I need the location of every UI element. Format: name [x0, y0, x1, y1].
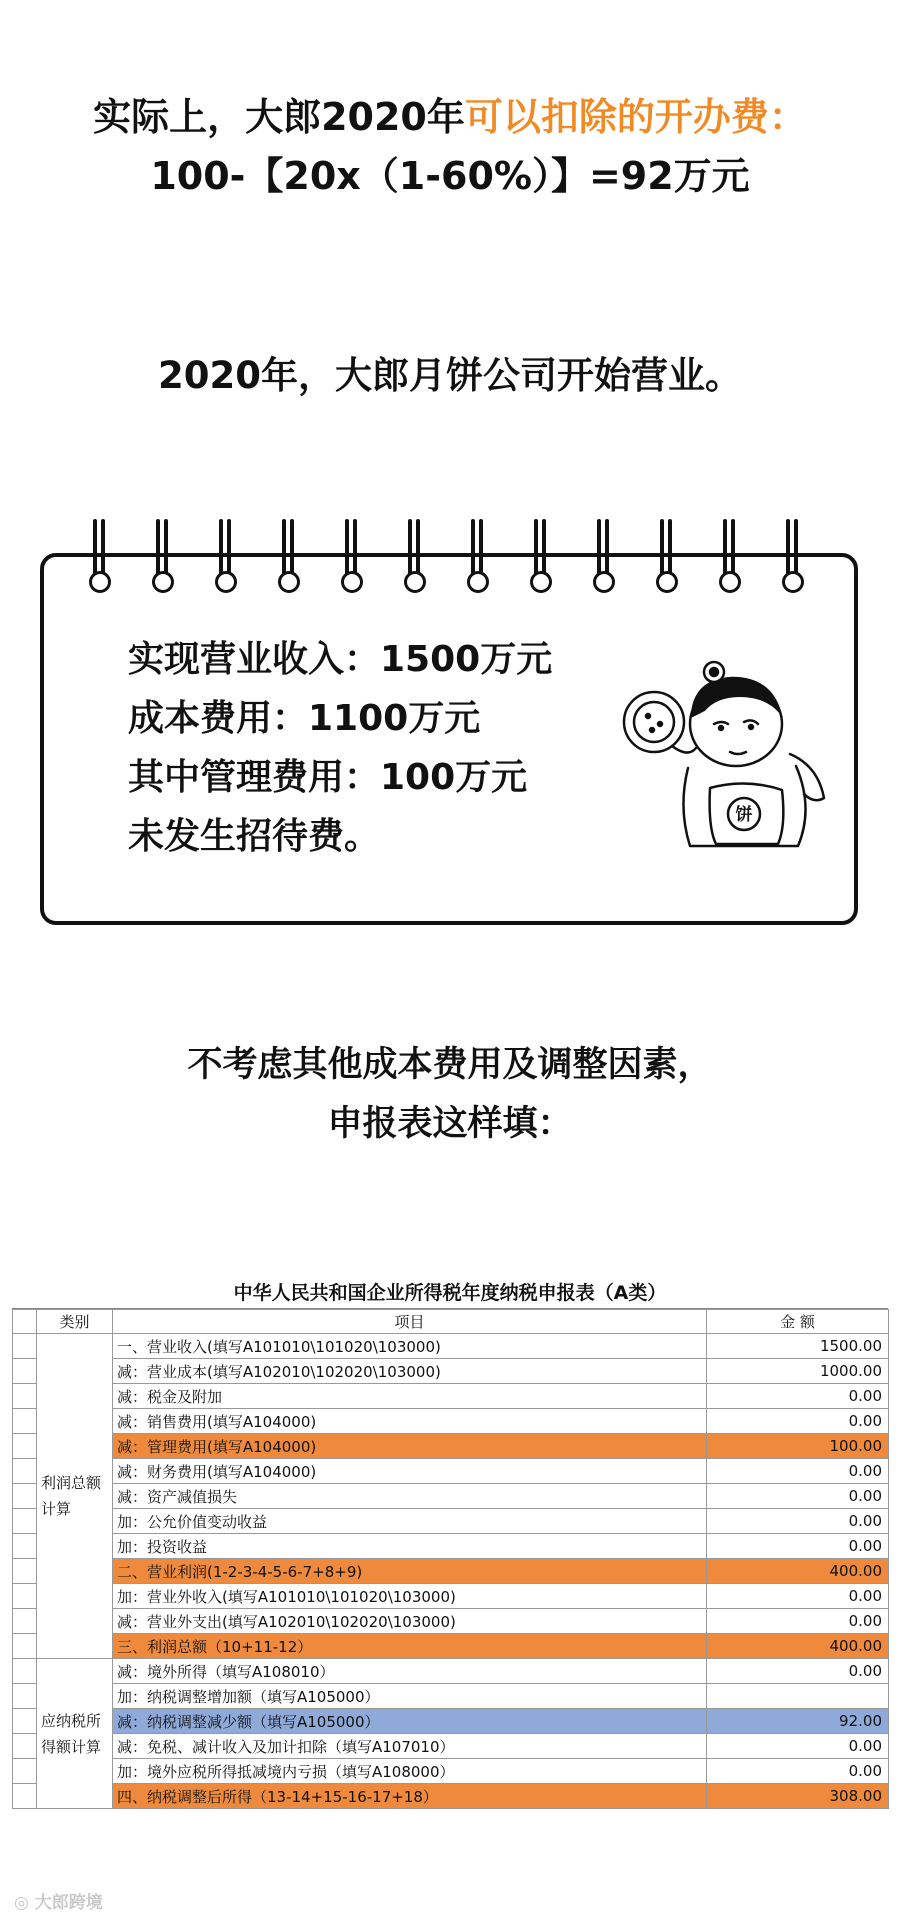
amount-cell: 400.00 [707, 1559, 889, 1584]
table-title: 中华人民共和国企业所得税年度纳税申报表（A类） [12, 1278, 888, 1309]
intro-line-1-text: 实际上，大郎2020年 [93, 95, 465, 139]
notebook-ring [279, 519, 297, 589]
item-cell: 减：管理费用(填写A104000) [113, 1434, 707, 1459]
notebook-ring [405, 519, 423, 589]
intro-line-1 [0, 86, 900, 141]
table-row [13, 1484, 889, 1509]
category-cell: 应纳税所得额计算 [37, 1659, 113, 1809]
amount-cell: 0.00 [707, 1584, 889, 1609]
item-cell: 减：纳税调整减少额（填写A105000） [113, 1709, 707, 1734]
table-row [13, 1409, 889, 1434]
notebook-ring [720, 519, 738, 589]
notebook-ring [153, 519, 171, 589]
card-line-admin: 其中管理费用：100万元 [128, 757, 528, 798]
header-index [13, 1310, 37, 1334]
card-line-cost: 成本费用：1100万元 [128, 698, 481, 739]
card-line-entertainment: 未发生招待费。 [128, 816, 381, 857]
item-cell: 三、利润总额（10+11-12） [113, 1634, 707, 1659]
table-body [13, 1334, 889, 1809]
amount-cell: 1000.00 [707, 1359, 889, 1384]
table-row [13, 1709, 889, 1734]
amount-cell: 0.00 [707, 1484, 889, 1509]
row-index-cell [13, 1634, 37, 1659]
card-line-revenue: 实现营业收入：1500万元 [128, 639, 553, 680]
row-index-cell [13, 1509, 37, 1534]
item-cell: 加：境外应税所得抵减境内亏损（填写A108000） [113, 1759, 707, 1784]
notebook-ring [468, 519, 486, 589]
table-row [13, 1459, 889, 1484]
amount-cell: 1500.00 [707, 1334, 889, 1359]
amount-cell: 0.00 [707, 1409, 889, 1434]
watermark-logo-icon: ◎ [14, 1893, 29, 1913]
table-row [13, 1384, 889, 1409]
intro-line-1-highlight: 可以扣除的开办费： [464, 95, 807, 139]
table-row [13, 1784, 889, 1809]
row-index-cell [13, 1584, 37, 1609]
note-line-1: 不考虑其他成本费用及调整因素， [187, 1045, 713, 1085]
amount-cell: 0.00 [707, 1459, 889, 1484]
table-header-row [13, 1310, 889, 1334]
header-category: 类别 [37, 1310, 113, 1334]
table-row [13, 1359, 889, 1384]
amount-cell: 0.00 [707, 1759, 889, 1784]
row-index-cell [13, 1359, 37, 1384]
watermark [14, 1888, 103, 1913]
row-index-cell [13, 1734, 37, 1759]
notebook-ring [342, 519, 360, 589]
table-row [13, 1509, 889, 1534]
amount-cell: 0.00 [707, 1659, 889, 1684]
row-index-cell [13, 1559, 37, 1584]
item-cell: 一、营业收入(填写A101010\101020\103000) [113, 1334, 707, 1359]
amount-cell: 100.00 [707, 1434, 889, 1459]
item-cell: 减：税金及附加 [113, 1384, 707, 1409]
item-cell: 减：财务费用(填写A104000) [113, 1459, 707, 1484]
watermark-text: 大郎跨境 [34, 1893, 103, 1913]
row-index-cell [13, 1709, 37, 1734]
mascot-illustration [618, 658, 838, 858]
table-row [13, 1534, 889, 1559]
bottom-fade [0, 1830, 900, 1923]
item-cell: 减：营业成本(填写A102010\102020\103000) [113, 1359, 707, 1384]
table-row [13, 1659, 889, 1684]
category-cell: 利润总额计算 [37, 1334, 113, 1659]
intro-formula: 100-【20x（1-60%）】=92万元 [150, 154, 750, 198]
row-index-cell [13, 1384, 37, 1409]
header-amount: 金 额 [707, 1310, 889, 1334]
item-cell: 加：营业外收入(填写A101010\101020\103000) [113, 1584, 707, 1609]
notebook-ring [594, 519, 612, 589]
amount-cell: 308.00 [707, 1784, 889, 1809]
row-index-cell [13, 1334, 37, 1359]
row-index-cell [13, 1759, 37, 1784]
notebook-ring [216, 519, 234, 589]
item-cell: 减：免税、减计收入及加计扣除（填写A107010） [113, 1734, 707, 1759]
row-index-cell [13, 1609, 37, 1634]
amount-cell: 0.00 [707, 1509, 889, 1534]
card-text [128, 630, 552, 866]
notebook-ring [531, 519, 549, 589]
item-cell: 减：资产减值损失 [113, 1484, 707, 1509]
row-index-cell [13, 1459, 37, 1484]
table-row [13, 1609, 889, 1634]
item-cell: 减：营业外支出(填写A102010\102020\103000) [113, 1609, 707, 1634]
amount-cell: 92.00 [707, 1709, 889, 1734]
table-row [13, 1634, 889, 1659]
table-row [13, 1334, 889, 1359]
table-row [13, 1584, 889, 1609]
row-index-cell [13, 1659, 37, 1684]
amount-cell: 0.00 [707, 1534, 889, 1559]
notebook-ring [90, 519, 108, 589]
table-row [13, 1684, 889, 1709]
item-cell: 加：投资收益 [113, 1534, 707, 1559]
row-index-cell [13, 1484, 37, 1509]
row-index-cell [13, 1534, 37, 1559]
table-row [13, 1734, 889, 1759]
notebook-ring [657, 519, 675, 589]
item-cell: 加：公允价值变动收益 [113, 1509, 707, 1534]
item-cell: 四、纳税调整后所得（13-14+15-16-17+18） [113, 1784, 707, 1809]
mascot-badge-text: 饼 [735, 805, 753, 825]
header-item: 项目 [113, 1310, 707, 1334]
row-index-cell [13, 1434, 37, 1459]
opening-statement: 2020年，大郎月饼公司开始营业。 [158, 354, 742, 397]
row-index-cell [13, 1409, 37, 1434]
item-cell: 二、营业利润(1-2-3-4-5-6-7+8+9) [113, 1559, 707, 1584]
amount-cell [707, 1684, 889, 1709]
note-line-2: 申报表这样填： [327, 1104, 573, 1144]
amount-cell: 400.00 [707, 1634, 889, 1659]
amount-cell: 0.00 [707, 1609, 889, 1634]
item-cell: 减：销售费用(填写A104000) [113, 1409, 707, 1434]
row-index-cell [13, 1684, 37, 1709]
tax-return-table [12, 1278, 888, 1809]
notebook-ring [783, 519, 801, 589]
amount-cell: 0.00 [707, 1734, 889, 1759]
table-row [13, 1559, 889, 1584]
table-row [13, 1759, 889, 1784]
table-row [13, 1434, 889, 1459]
row-index-cell [13, 1784, 37, 1809]
amount-cell: 0.00 [707, 1384, 889, 1409]
item-cell: 加：纳税调整增加额（填写A105000） [113, 1684, 707, 1709]
item-cell: 减：境外所得（填写A108010） [113, 1659, 707, 1684]
